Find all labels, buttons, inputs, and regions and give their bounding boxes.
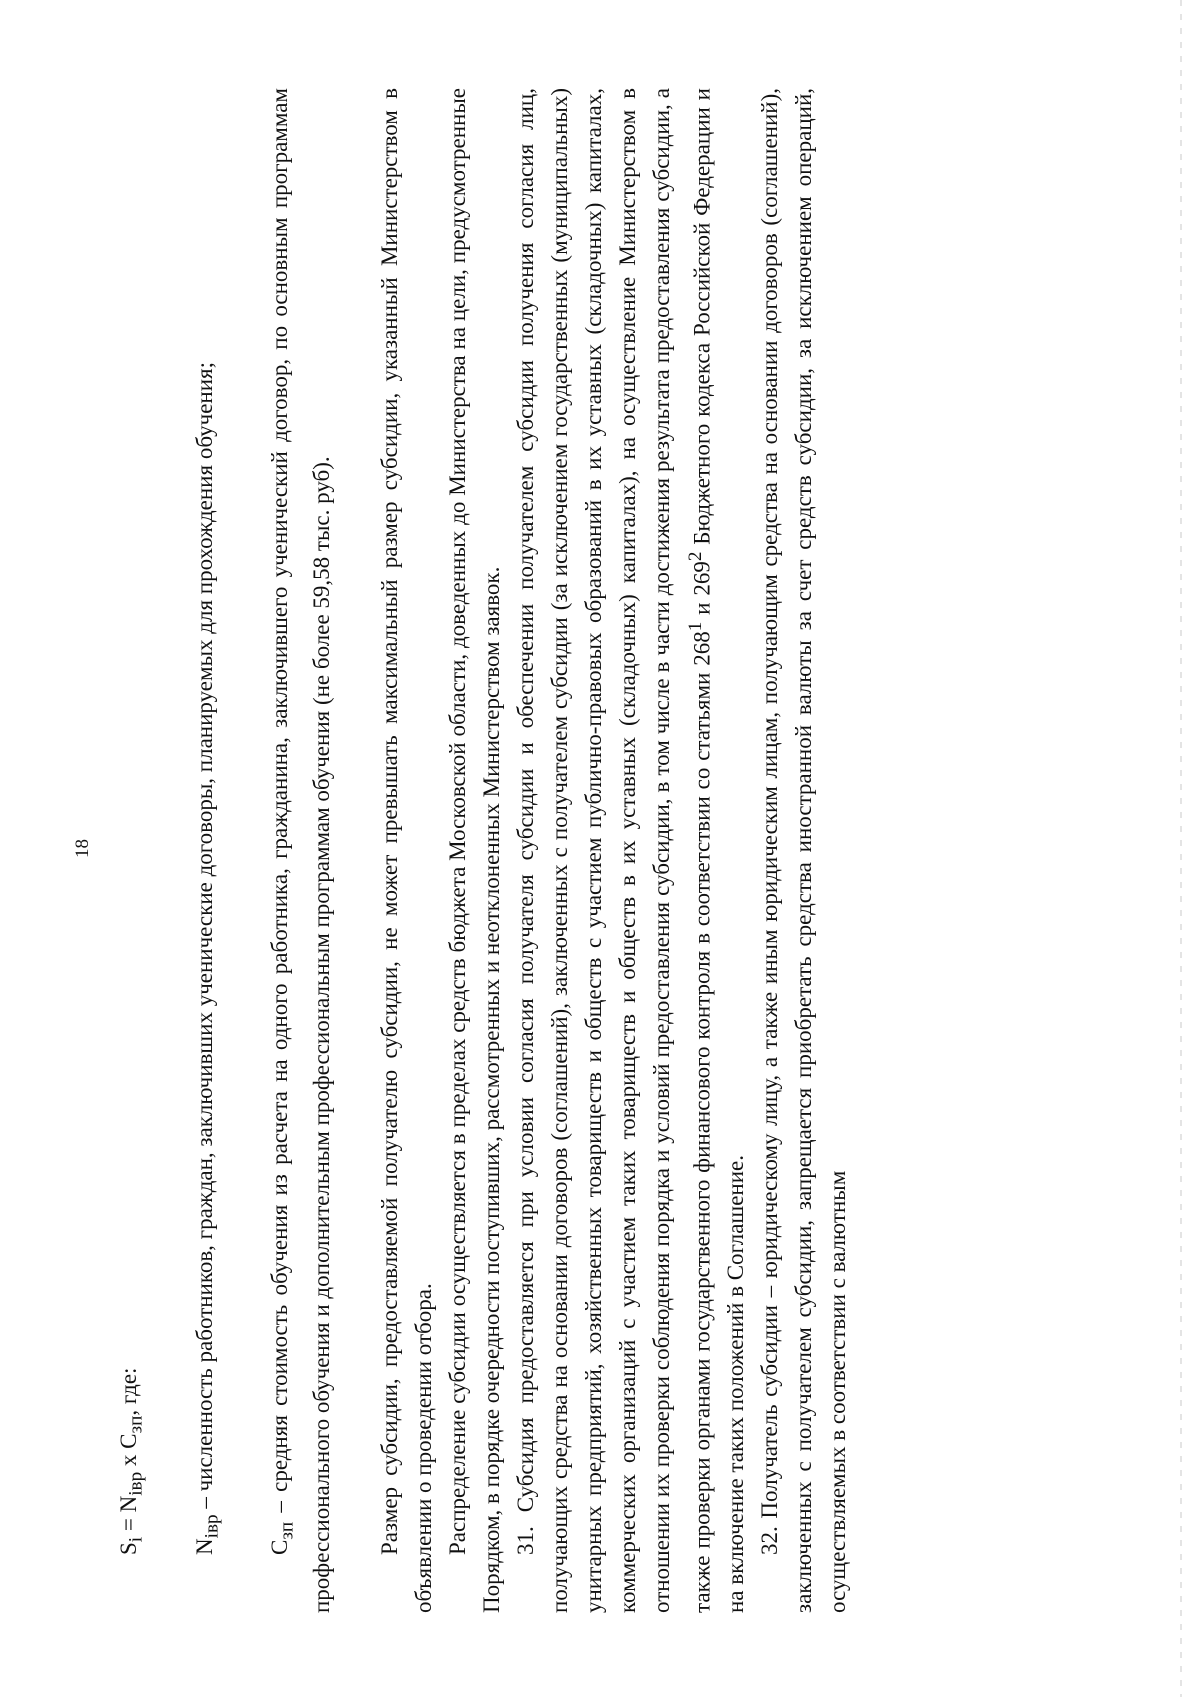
formula-subscript-ivr: iвр bbox=[125, 1471, 147, 1496]
formula-symbol-s: S bbox=[116, 1542, 141, 1555]
def-n-subscript: iвр bbox=[201, 1514, 223, 1539]
paragraph-32: 32. Получатель субсидии – юридическому лицу, а также иным юридическим лицам, получающим средства на основании договоров (соглашений), заключенных с получателем субсидии, запрещается приобретать средства иностранной валюты за счет средств субсидии, за исключением операций, осуществляемых в соответствии с валютным bbox=[757, 88, 851, 1613]
def-c-symbol: С bbox=[267, 1539, 293, 1555]
page-number: 18 bbox=[72, 839, 93, 858]
def-n-symbol: N bbox=[191, 1538, 217, 1555]
formula-times-c: x С bbox=[116, 1433, 141, 1472]
formula-equals-n: = N bbox=[116, 1495, 141, 1537]
paragraph-31 bbox=[509, 88, 754, 1613]
formula-subscript-i: i bbox=[125, 1536, 147, 1543]
paragraph-distribution: Распределение субсидии осуществляется в пределах средств бюджета Московской области, доведенных до Министерства на цели, предусмотренные Порядком, в порядке очередности поступивших, рассмотренных и неотклоненных Министерством заявок. bbox=[444, 88, 504, 1613]
p31-text-mid: и 269 bbox=[689, 561, 715, 622]
formula-tail: , где: bbox=[116, 1367, 141, 1416]
p31-text-end: Бюджетного кодекса Российской Федерации и на включение таких положений в Соглашение. bbox=[689, 88, 749, 1613]
p31-superscript-1: 1 bbox=[684, 621, 706, 632]
paragraph-subsidy-size: Размер субсидии, предоставляемой получателю субсидии, не может превышать максимальный размер субсидии, указанный Министерством в объявлении о проведении отбора. bbox=[376, 88, 436, 1613]
def-n-text: – численность работников, граждан, заключивших ученические договоры, планируемых для прохождения обучения; bbox=[191, 361, 217, 1515]
p31-text-start: 31. Субсидия предоставляется при условии согласия получателя субсидии и обеспечении получателем субсидии получения согласия лиц, получающих средства на основании договоров (соглашений), заключенных с получателем субсидии (за исключением государственных (муниципальных) унитарных предприятий, хозяйственных товариществ и обществ с участием публично-правовых образований в их уставных (складочных) капиталах, коммерческих организаций с участием таких товариществ и обществ в их уставных (складочных) капиталах), на осуществление Министерством в отношении их проверки соблюдения порядка и условий предоставления субсидии, в том числе в части достижения результата предоставления субсидии, а также проверки органами государственного финансового контроля в соответствии со статьями 268 bbox=[512, 88, 715, 1613]
p31-superscript-2: 2 bbox=[684, 551, 706, 562]
def-c-text: – средняя стоимость обучения из расчета на одного работника, гражданина, заключившего ученический договор, по основным программам профессионального обучения и дополнительным профессиональным программам обучения (не более 59,58 тыс. руб). bbox=[267, 88, 334, 1613]
formula-subscript-zp: зп bbox=[125, 1415, 147, 1434]
definition-n-ivr bbox=[188, 88, 230, 1613]
def-c-subscript: зп bbox=[276, 1521, 298, 1540]
subsidy-formula bbox=[112, 88, 154, 1613]
document-body bbox=[112, 88, 855, 1613]
definition-c-zp bbox=[263, 88, 339, 1613]
scan-edge-artifact bbox=[1180, 0, 1182, 1697]
